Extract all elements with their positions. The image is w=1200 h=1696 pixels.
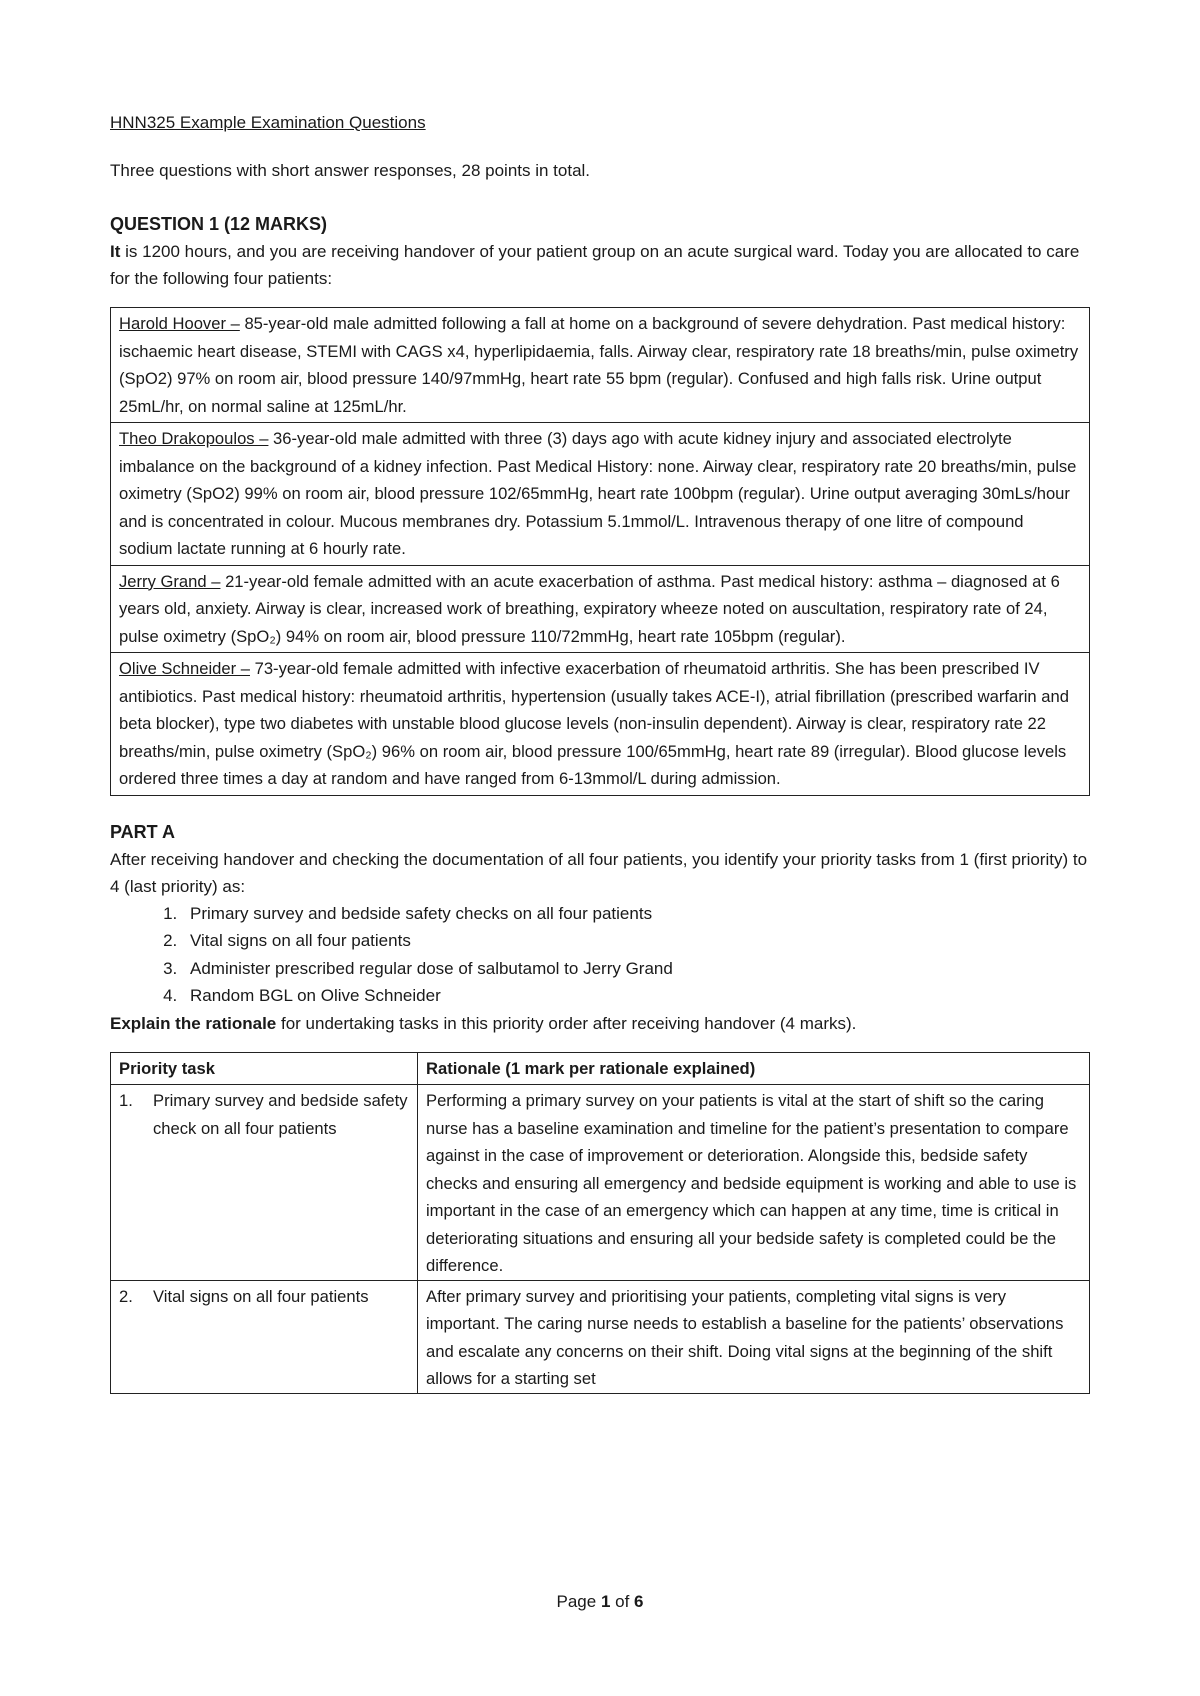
patient-cell <box>111 308 1090 423</box>
page-word: Page <box>556 1592 601 1611</box>
patient-description: 21-year-old female admitted with an acute exacerbation of asthma. Past medical history: asthma – diagnosed at 6 years old, anxiety. Airway is clear, increased work of breathing, expiratory wheeze noted on auscultation, respiratory rate of 24, pulse oximetry (SpO₂) 94% on room air, blood pressure 110/72mmHg, heart rate 105bpm (regular). <box>119 571 1060 646</box>
page-footer <box>0 1592 1200 1612</box>
of-word: of <box>610 1592 635 1611</box>
patient-name: Olive Schneider – <box>119 659 250 678</box>
document-page <box>110 112 1090 1394</box>
priority-task-item: 3. Administer prescribed regular dose of salbutamol to Jerry Grand <box>182 955 1090 983</box>
rationale-table <box>110 1052 1090 1394</box>
patient-name: Harold Hoover – <box>119 314 240 333</box>
patient-name: Theo Drakopoulos – <box>119 429 269 448</box>
part-a-instruction <box>110 1010 1090 1037</box>
question-1-heading: QUESTION 1 (12 MARKS) <box>110 214 328 234</box>
document-title: HNN325 Example Examination Questions <box>110 113 426 132</box>
patient-cell <box>111 423 1090 566</box>
patient-name: Jerry Grand – <box>119 571 221 591</box>
patient-row <box>111 565 1090 653</box>
patient-row <box>111 308 1090 423</box>
task-number: 1. <box>119 1091 133 1110</box>
instruction-bold: Explain the rationale <box>110 1013 277 1033</box>
priority-task-header: Priority task <box>111 1052 418 1085</box>
page-number: 1 <box>600 1592 611 1611</box>
rationale-cell: After primary survey and prioritising your patients, completing vital signs is very important. The caring nurse needs to establish a baseline for the patients’ observations and escalate any concerns on their shift. Doing vital signs at the beginning of the shift allows for a starting set <box>418 1280 1090 1393</box>
question-1-intro-rest: is 1200 hours, and you are receiving handover of your patient group on an acute surgical ward. Today you are allocated to care for the following four patients: <box>110 242 1080 288</box>
rationale-header: Rationale (1 mark per rationale explained) <box>418 1052 1090 1085</box>
priority-task-list <box>110 900 1090 1010</box>
page-total: 6 <box>634 1592 644 1611</box>
patient-description: 85-year-old male admitted following a fall at home on a background of severe dehydration. Past medical history: ischaemic heart disease, STEMI with CAGS x4, hyperlipidaemia, falls. Airway clear, respiratory rate 18 breaths/min, pulse oximetry (SpO2) 97% on room air, blood pressure 140/97mmHg, heart rate 55 bpm (regular). Confused and high falls risk. Urine output 25mL/hr, on normal saline at 125mL/hr. <box>119 314 1079 416</box>
rationale-cell: Performing a primary survey on your patients is vital at the start of shift so the caring nurse has a baseline examination and timeline for the patient’s presentation to compare against in the case of improvement or deterioration. Alongside this, bedside safety checks and ensuring all emergency and bedside equipment is working and able to use is important in the case of an emergency which can happen at any time, time is critical in deteriorating situations and ensuring all your bedside safety is completed could be the difference. <box>418 1085 1090 1281</box>
intro-text: Three questions with short answer responses, 28 points in total. <box>110 161 591 180</box>
patient-description: 73-year-old female admitted with infective exacerbation of rheumatoid arthritis. She has been prescribed IV antibiotics. Past medical history: rheumatoid arthritis, hypertension (usually takes ACE-I), atrial fibrillation (prescribed warfarin and beta blocker), type two diabetes with unstable blood glucose levels (non-insulin dependent). Airway is clear, respiratory rate 22 breaths/min, pulse oximetry (SpO₂) 96% on room air, blood pressure 100/65mmHg, heart rate 89 (irregular). Blood glucose levels ordered three times a day at random and have ranged from 6-13mmol/L during admission. <box>119 659 1069 788</box>
task-number: 2. <box>119 1286 133 1306</box>
rationale-row <box>111 1085 1090 1281</box>
patient-description: 36-year-old male admitted with three (3) days ago with acute kidney injury and associated electrolyte imbalance on the background of a kidney infection. Past Medical History: none. Airway clear, respiratory rate 20 breaths/min, pulse oximetry (SpO2) 99% on room air, blood pressure 102/65mmHg, heart rate 100bpm (regular). Urine output averaging 30mLs/hour and is concentrated in colour. Mucous membranes dry. Potassium 5.1mmol/L. Intravenous therapy of one litre of compound sodium lactate running at 6 hourly rate. <box>119 429 1077 558</box>
rationale-header-row <box>111 1052 1090 1085</box>
task-text: Primary survey and bedside safety check on all four patients <box>153 1091 408 1138</box>
rationale-row <box>111 1280 1090 1393</box>
priority-task-cell <box>111 1280 418 1393</box>
patients-table <box>110 307 1090 796</box>
priority-task-item: 2. Vital signs on all four patients <box>182 927 1090 955</box>
task-text: Vital signs on all four patients <box>153 1286 369 1306</box>
question-1-intro-bold: It <box>110 242 121 261</box>
patient-row <box>111 653 1090 796</box>
instruction-rest: for undertaking tasks in this priority order after receiving handover (4 marks). <box>276 1013 857 1033</box>
priority-task-cell <box>111 1085 418 1281</box>
patient-cell <box>111 653 1090 796</box>
priority-task-item: 1. Primary survey and bedside safety checks on all four patients <box>182 900 1090 928</box>
part-a-intro: After receiving handover and checking the documentation of all four patients, you identify your priority tasks from 1 (first priority) to 4 (last priority) as: <box>110 849 1088 896</box>
patient-row <box>111 423 1090 566</box>
question-1-intro <box>110 238 1090 292</box>
part-a-heading: PART A <box>110 821 175 842</box>
patient-cell <box>111 565 1090 653</box>
priority-task-item: 4. Random BGL on Olive Schneider <box>182 982 1090 1010</box>
